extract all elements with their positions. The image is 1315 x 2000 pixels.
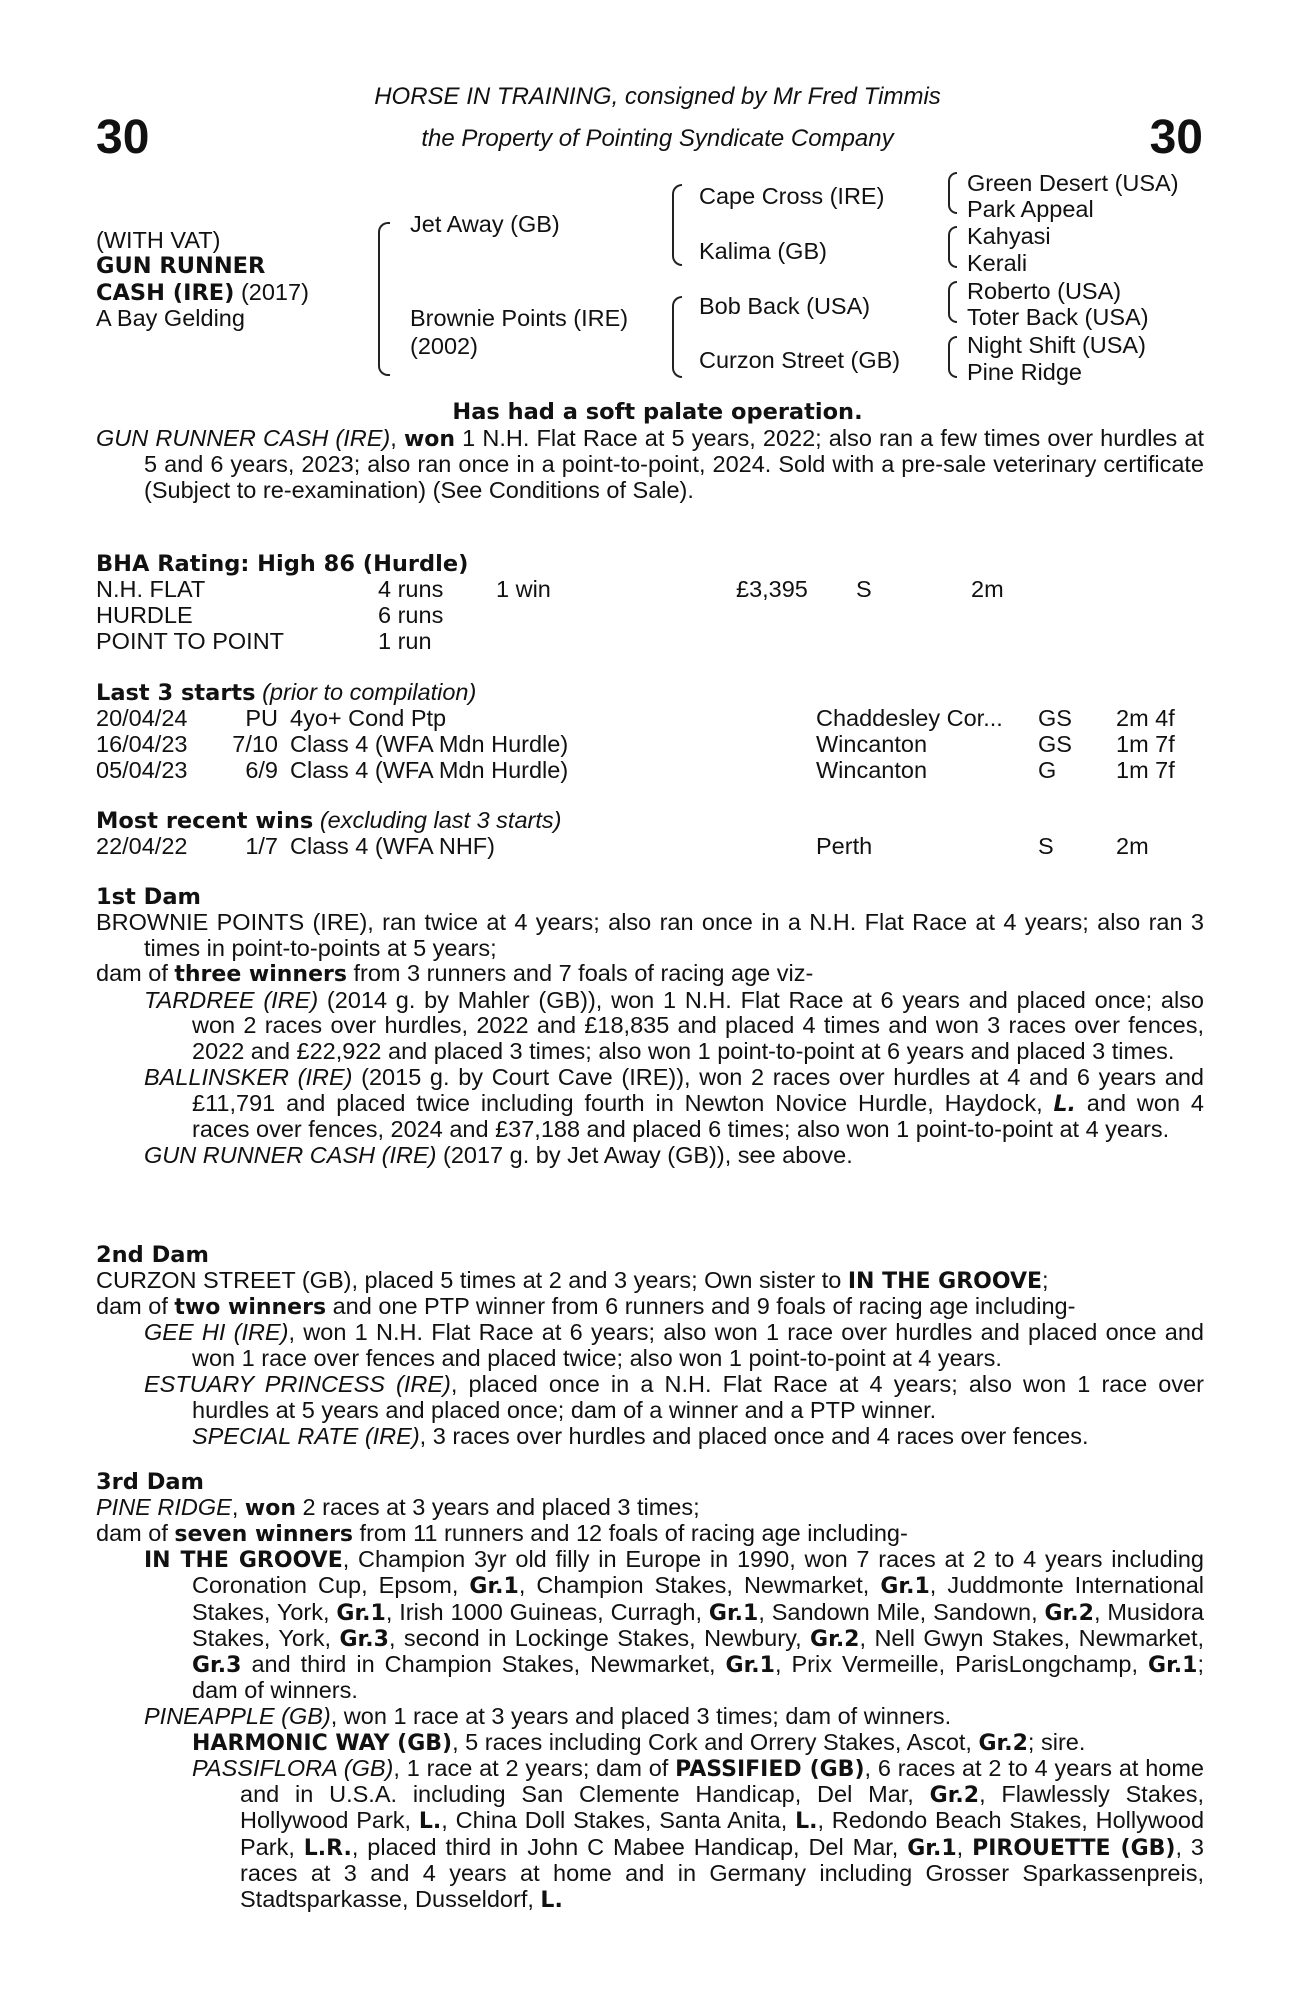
groove-e: , Sandown Mile, Sandown,: [758, 1598, 1045, 1625]
last-starts-note: (prior to compilation): [255, 679, 477, 705]
brace-sire: [672, 184, 682, 266]
groove-j: , Prix Vermeille, ParisLongchamp,: [774, 1650, 1149, 1677]
second-dam-runners: and one PTP winner from 6 runners and 9 foals of racing age including-: [326, 1292, 1076, 1319]
surgery-note: Has had a soft palate operation.: [452, 399, 863, 425]
listed: L.: [418, 1809, 442, 1835]
start-dist: 1m 7f: [1116, 730, 1175, 757]
last-starts-section: [96, 680, 1204, 784]
third-dam-produce-intro: [96, 1521, 1204, 1547]
gg-sds: Kahyasi: [967, 223, 1051, 249]
first-dam-winners: three winners: [174, 962, 347, 988]
second-dam-produce-intro: [96, 1294, 1204, 1320]
third-dam-runners: from 11 runners and 12 foals of racing age including-: [353, 1519, 908, 1546]
gg-sdd: Kerali: [967, 250, 1028, 276]
passiflora-a: , 1 race at 2 years; dam of: [393, 1754, 676, 1781]
rating-runs: 1 run: [378, 627, 432, 654]
win-row: [96, 834, 1204, 860]
consignor-line: HORSE IN TRAINING, consigned by Mr Fred Timmis: [374, 83, 941, 110]
passiflora-h: , 3 races at 3 and 4 years at home and in Germany including Grosser Sparkassenpreis, Stadtsparkasse, Dusseldorf,: [240, 1833, 1204, 1912]
first-dam-runners: from 3 runners and 7 foals of racing age viz-: [346, 960, 814, 987]
listed: L.: [795, 1809, 818, 1835]
third-dam-intro: PINE RIDGE, won 2 races at 3 years and placed 3 times;: [96, 1493, 700, 1521]
win-course: Perth: [816, 832, 873, 859]
sire: Jet Away (GB): [410, 211, 560, 237]
groove-h: , Nell Gwyn Stakes, Newmarket,: [859, 1624, 1204, 1651]
in-the-groove-name: IN THE GROOVE: [144, 1548, 343, 1574]
groove-d: , Irish 1000 Guineas, Curragh,: [385, 1598, 709, 1625]
summary-paragraph: [96, 426, 1204, 504]
second-dam-section: [96, 1243, 1204, 1449]
gg-ssd: Park Appeal: [967, 196, 1094, 222]
rating-type: POINT TO POINT: [96, 627, 285, 654]
tardree-text: (2014 g. by Mahler (GB)), won 1 N.H. Flat Race at 6 years and placed once; also won 2 races over hurdles, 2022 and £18,835 and placed 4 times and won 3 races over fences, 2022 and £22,922 and placed 3 times; also won 1 point-to-point at 6 years and placed 3 times.: [192, 986, 1204, 1065]
ballinsker-listed: L.: [1053, 1092, 1076, 1117]
grade-3: Gr.3: [339, 1626, 389, 1652]
start-going: GS: [1038, 704, 1072, 731]
start-course: Wincanton: [816, 730, 928, 757]
second-dam-heading: 2nd Dam: [96, 1242, 209, 1268]
win-date: 22/04/22: [96, 832, 188, 859]
ballinsker-name: BALLINSKER (IRE): [144, 1064, 353, 1091]
start-going: G: [1038, 756, 1057, 783]
gg-dsd: Toter Back (USA): [967, 304, 1149, 330]
grade-1: Gr.1: [725, 1652, 775, 1678]
produce-ballinsker: [96, 1065, 1204, 1143]
horse-name-line2: [96, 280, 309, 306]
produce-estuary-princess: [96, 1372, 1204, 1424]
passiflora-f: , placed third in John C Mabee Handicap, Del Mar,: [351, 1833, 908, 1860]
first-dam-produce-intro: [96, 961, 1204, 987]
start-dist: 2m 4f: [1116, 704, 1175, 731]
passified-name: PASSIFIED (GB): [675, 1756, 865, 1782]
dam-year: (2002): [410, 333, 478, 359]
rating-prize: £3,395: [736, 575, 808, 602]
rating-wins: 1 win: [496, 575, 551, 602]
groove-c: , Juddmonte International Stakes, York,: [192, 1572, 1205, 1625]
passiflora-e: , Redondo Beach Stakes, Hollywood Park,: [240, 1807, 1205, 1860]
produce-gee-hi: [96, 1320, 1204, 1372]
special-rate-name: SPECIAL RATE (IRE): [192, 1422, 420, 1449]
passiflora-g: ,: [956, 1833, 973, 1860]
rating-rows: [96, 577, 1204, 655]
lot-number-right: 30: [1149, 111, 1203, 164]
rating-row: [96, 603, 1204, 629]
grade-1: Gr.1: [880, 1574, 930, 1600]
horse-name-line1: GUN RUNNER: [96, 253, 266, 279]
last-starts-heading: Last 3 starts: [96, 680, 256, 706]
summary-horse-name: GUN RUNNER CASH (IRE): [96, 425, 391, 451]
start-pos: PU: [245, 704, 278, 731]
tardree-name: TARDREE (IRE): [144, 986, 319, 1013]
sire-sire: Cape Cross (IRE): [699, 183, 885, 209]
produce-special-rate: [96, 1424, 1204, 1450]
start-race: 4yo+ Cond Ptp: [290, 704, 447, 731]
rating-row: [96, 577, 1204, 603]
start-row: [96, 706, 1204, 732]
win-pos: 1/7: [245, 832, 278, 859]
special-rate-text: , 3 races over hurdles and placed once and 4 races over fences.: [419, 1422, 1089, 1449]
rating-runs: 4 runs: [378, 575, 444, 602]
second-dam-dam-of: dam of: [96, 1292, 175, 1319]
pine-ridge-name: PINE RIDGE: [96, 1493, 232, 1520]
pineapple-text: , won 1 race at 3 years and placed 3 times; dam of winners.: [330, 1702, 952, 1729]
grade-1: Gr.1: [907, 1835, 957, 1861]
produce-harmonic-way: [96, 1730, 1204, 1756]
gg-sss: Green Desert (USA): [967, 170, 1179, 196]
rating-runs: 6 runs: [378, 601, 444, 628]
rating-going: S: [856, 575, 872, 602]
rating-type: N.H. FLAT: [96, 575, 206, 602]
win-dist: 2m: [1116, 832, 1149, 859]
start-date: 20/04/24: [96, 704, 188, 731]
start-race: Class 4 (WFA Mdn Hurdle): [290, 756, 569, 783]
grade-1: Gr.1: [1148, 1652, 1198, 1678]
groove-g: , second in Lockinge Stakes, Newbury,: [388, 1624, 811, 1651]
rating-dist: 2m: [971, 575, 1004, 602]
listed-restricted: L.R.: [303, 1835, 352, 1861]
second-dam-intro: [96, 1268, 1204, 1294]
dam-dam: Curzon Street (GB): [699, 347, 901, 373]
dam: Brownie Points (IRE): [410, 305, 629, 331]
start-date: 16/04/23: [96, 730, 188, 757]
estuary-text: , placed once in a N.H. Flat Race at 4 years; also won 1 race over hurdles at 5 years and placed once; dam of a winner and a PTP winner.: [192, 1370, 1204, 1423]
produce-passiflora: [96, 1756, 1204, 1913]
recent-wins-section: [96, 808, 1204, 860]
gee-hi-text: , won 1 N.H. Flat Race at 6 years; also won 1 race over hurdles and placed once and won 1 race over fences and placed twice; also won 1 point-to-point at 4 years.: [192, 1319, 1204, 1371]
grade-1: Gr.1: [708, 1600, 759, 1626]
third-dam-section: [96, 1470, 1204, 1913]
pine-ridge-won: won: [244, 1495, 296, 1521]
brace-ss: [948, 172, 957, 214]
grade-2: Gr.2: [929, 1783, 980, 1809]
groove-b: , Champion Stakes, Newmarket,: [518, 1572, 881, 1599]
passiflora-c: , Flawlessly Stakes, Hollywood Park,: [240, 1781, 1204, 1834]
property-line: the Property of Pointing Syndicate Company: [421, 125, 894, 152]
horse-name-2: CASH (IRE): [96, 280, 235, 306]
horse-year: (2017): [234, 279, 309, 305]
produce-tardree: [96, 988, 1204, 1066]
start-pos: 6/9: [245, 756, 278, 783]
rating-section: [96, 552, 1204, 655]
lot-number-left: 30: [96, 111, 150, 164]
dam-sire: Bob Back (USA): [699, 293, 871, 319]
summary-won: won: [403, 427, 456, 452]
third-dam-winners: seven winners: [174, 1521, 354, 1547]
second-dam-winners: two winners: [174, 1294, 327, 1320]
start-dist: 1m 7f: [1116, 756, 1175, 783]
summary-body: 1 N.H. Flat Race at 5 years, 2022; also ran a few times over hurdles at 5 and 6 years, 2023; also ran once in a point-to-point, 2024. Sold with a pre-sale veterinary certificate (Subject to re-examination) (See Conditions of Sale).: [144, 425, 1204, 504]
gun-runner-name: GUN RUNNER CASH (IRE): [144, 1142, 437, 1169]
recent-wins-header: [96, 808, 1204, 834]
produce-gun-runner: [96, 1143, 1204, 1169]
start-date: 05/04/23: [96, 756, 188, 783]
start-going: GS: [1038, 730, 1072, 757]
brace-dam: [672, 296, 682, 378]
summary-text: GUN RUNNER CASH (IRE), won 1 N.H. Flat Race at 5 years, 2022; also ran a few times over hurdles at 5 and 6 years, 2023; also ran once in a point-to-point, 2024. Sold with a pre-sale veterinary certificate (Subject to re-examination) (See Conditions of Sale).: [96, 425, 1204, 504]
rating-type: HURDLE: [96, 601, 193, 628]
gg-dds: Night Shift (USA): [967, 332, 1146, 358]
brace-ds: [948, 281, 957, 323]
recent-wins-heading: Most recent wins: [96, 808, 314, 834]
start-pos: 7/10: [232, 730, 278, 757]
passiflora-name: PASSIFLORA (GB): [192, 1754, 394, 1781]
start-course: Chaddesley Cor...: [816, 704, 1003, 731]
third-dam-heading: 3rd Dam: [96, 1469, 204, 1495]
second-dam-intro-a: CURZON STREET (GB), placed 5 times at 2 and 3 years; Own sister to: [96, 1266, 848, 1293]
second-dam-intro-b: ;: [1042, 1266, 1049, 1293]
listed: L.: [540, 1887, 563, 1913]
brace-sd: [948, 226, 957, 268]
first-dam-heading: 1st Dam: [96, 884, 201, 910]
rating-heading: BHA Rating: High 86 (Hurdle): [96, 551, 469, 577]
grade-2: Gr.2: [1044, 1600, 1094, 1626]
brace-dd: [948, 336, 957, 378]
groove-a: , Champion 3yr old filly in Europe in 1990, won 7 races at 2 to 4 years including Coronation Cup, Epsom,: [192, 1546, 1205, 1599]
gun-runner-text: (2017 g. by Jet Away (GB)), see above.: [436, 1142, 853, 1169]
rating-row: [96, 629, 1204, 655]
pirouette-name: PIROUETTE (GB): [972, 1835, 1176, 1861]
pine-ridge-text: 2 races at 3 years and placed 3 times;: [295, 1493, 700, 1520]
wins-rows: [96, 834, 1204, 860]
first-dam-intro: BROWNIE POINTS (IRE), ran twice at 4 years; also ran once in a N.H. Flat Race at 4 years; also ran 3 times in point-to-points at 5 years;: [96, 908, 1204, 961]
gg-ddd: Pine Ridge: [967, 359, 1082, 385]
start-race: Class 4 (WFA Mdn Hurdle): [290, 730, 569, 757]
vat-label: (WITH VAT): [96, 227, 221, 253]
last-starts-header: [96, 680, 1204, 706]
estuary-name: ESTUARY PRINCESS (IRE): [144, 1370, 451, 1397]
grade-2: Gr.2: [978, 1730, 1028, 1756]
pineapple-name: PINEAPPLE (GB): [144, 1702, 331, 1729]
groove-i: and third in Champion Stakes, Newmarket,: [241, 1650, 726, 1677]
grade-3: Gr.3: [192, 1652, 242, 1678]
gee-hi-name: GEE HI (IRE): [144, 1319, 289, 1346]
brace-main: [378, 222, 390, 376]
produce-pineapple: [96, 1704, 1204, 1730]
horse-description: A Bay Gelding: [96, 305, 245, 331]
ballinsker-text-a: (2015 g. by Court Cave (IRE)), won 2 races over hurdles at 4 and 6 years and £11,791 and placed twice including fourth in Newton Novice Hurdle, Haydock,: [192, 1064, 1204, 1116]
sire-dam: Kalima (GB): [699, 238, 827, 264]
harmonic-a: , 5 races including Cork and Orrery Stakes, Ascot,: [452, 1728, 979, 1755]
passiflora-b: , 6 races at 2 to 4 years at home and in U.S.A. including San Clemente Handicap, Del Mar,: [240, 1754, 1205, 1808]
groove-f: , Musidora Stakes, York,: [192, 1598, 1204, 1651]
groove-k: ; dam of winners.: [192, 1650, 1204, 1704]
harmonic-way-name: HARMONIC WAY (GB): [192, 1730, 453, 1756]
gg-dss: Roberto (USA): [967, 278, 1122, 304]
start-row: [96, 732, 1204, 758]
ballinsker-text-b: and won 4 races over fences, 2024 and £37,188 and placed 6 times; also won 1 point-to-point at 4 years.: [192, 1090, 1205, 1143]
first-dam-section: [96, 885, 1204, 1169]
grade-1: Gr.1: [469, 1574, 519, 1600]
grade-2: Gr.2: [810, 1626, 860, 1652]
starts-rows: [96, 706, 1204, 784]
produce-in-the-groove: [96, 1547, 1204, 1704]
start-course: Wincanton: [816, 756, 928, 783]
start-row: [96, 758, 1204, 784]
second-dam-sister: IN THE GROOVE: [847, 1268, 1043, 1294]
grade-1: Gr.1: [336, 1600, 386, 1626]
recent-wins-note: (excluding last 3 starts): [313, 807, 562, 833]
passiflora-d: , China Doll Stakes, Santa Anita,: [441, 1807, 796, 1834]
win-going: S: [1038, 832, 1054, 859]
first-dam-dam-of: dam of: [96, 960, 175, 987]
harmonic-b: ; sire.: [1027, 1728, 1086, 1755]
third-dam-dam-of: dam of: [96, 1519, 175, 1546]
win-race: Class 4 (WFA NHF): [290, 832, 495, 859]
